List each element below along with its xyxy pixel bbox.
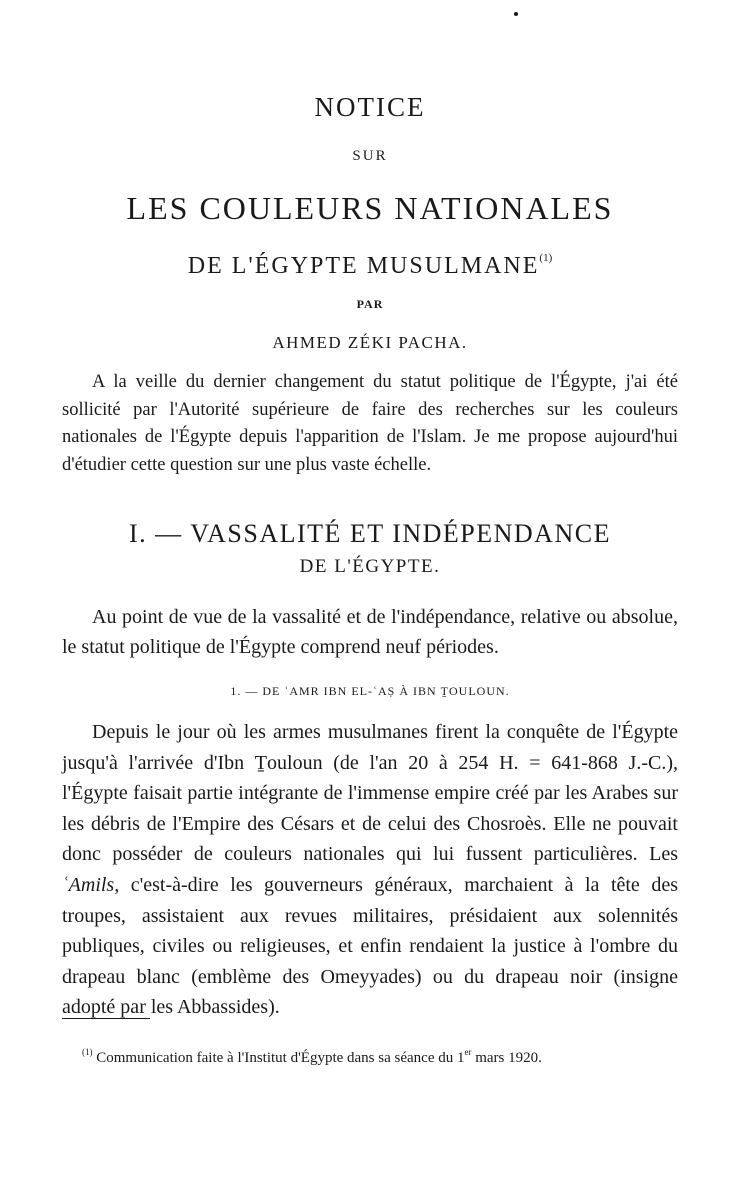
title-footnote-marker[interactable]: (1): [539, 252, 553, 264]
amils-term: ʿAmils,: [62, 873, 120, 896]
subsection-paragraph: [62, 717, 678, 1023]
title-notice: NOTICE: [314, 92, 426, 122]
footnote-text-part1: Communication faite à l'Institut d'Égypte dans sa séance du 1: [92, 1050, 465, 1066]
subtitle-text: DE L'ÉGYPTE MUSULMANE: [187, 253, 540, 279]
section-heading: I. — VASSALITÉ ET INDÉPENDANCE: [129, 519, 611, 548]
footnote-marker: (1): [82, 1047, 93, 1057]
footnote-ordinal: er: [464, 1047, 472, 1057]
title-par: PAR: [356, 297, 384, 311]
section-paragraph: Au point de vue de la vassalité et de l'indépendance, relative ou absolue, le statut politique de l'Égypte comprend neuf périodes.: [62, 606, 678, 658]
main-title: LES COULEURS NATIONALES: [126, 190, 614, 226]
footnote-divider: [62, 1018, 150, 1019]
footnote-text-part2: mars 1920.: [471, 1050, 542, 1066]
subsection-heading: 1. — DE ʿAMR IBN EL-ʿAṢ À IBN ṮOULOUN.: [230, 684, 510, 698]
subsection-text-part2: c'est-à-dire les gouverneurs généraux, marchaient à la tête des troupes, assistaient aux revues militaires, présidaient aux solennités publiques, civiles ou religieuses, et enfin rendaient la justice à l'ombre du drapeau blanc (emblème des Omeyyades) ou du drapeau noir (insigne adopté par les Abbassides).: [62, 873, 678, 1019]
title-sur: SUR: [352, 148, 388, 164]
subtitle: [0, 252, 740, 280]
intro-paragraph: A la veille du dernier changement du statut politique de l'Égypte, j'ai été sollicité par l'Autorité supérieure de faire des recherches sur les couleurs nationales de l'Égypte depuis l'apparition de l'Islam. Je me propose aujourd'hui d'étudier cette question sur une plus vaste échelle.: [62, 372, 678, 475]
subsection-text-part1: Depuis le jour où les armes musulmanes firent la conquête de l'Égypte jusqu'à l'arrivée d'Ibn Ṯouloun (de l'an 20 à 254 H. = 641-868 J.-C.), l'Égypte faisait partie intégrante de l'immense empire créé par les Arabes sur les débris de l'Empire des Césars et de celui des Chosroès. Elle ne pouvait donc posséder de couleurs nationales qui lui fussent particulières. Les: [62, 721, 678, 866]
footnote: [82, 1042, 678, 1068]
section-heading-line2: DE L'ÉGYPTE.: [299, 556, 441, 577]
page-speck: [514, 12, 518, 16]
author-name: AHMED ZÉKI PACHA.: [272, 333, 468, 352]
